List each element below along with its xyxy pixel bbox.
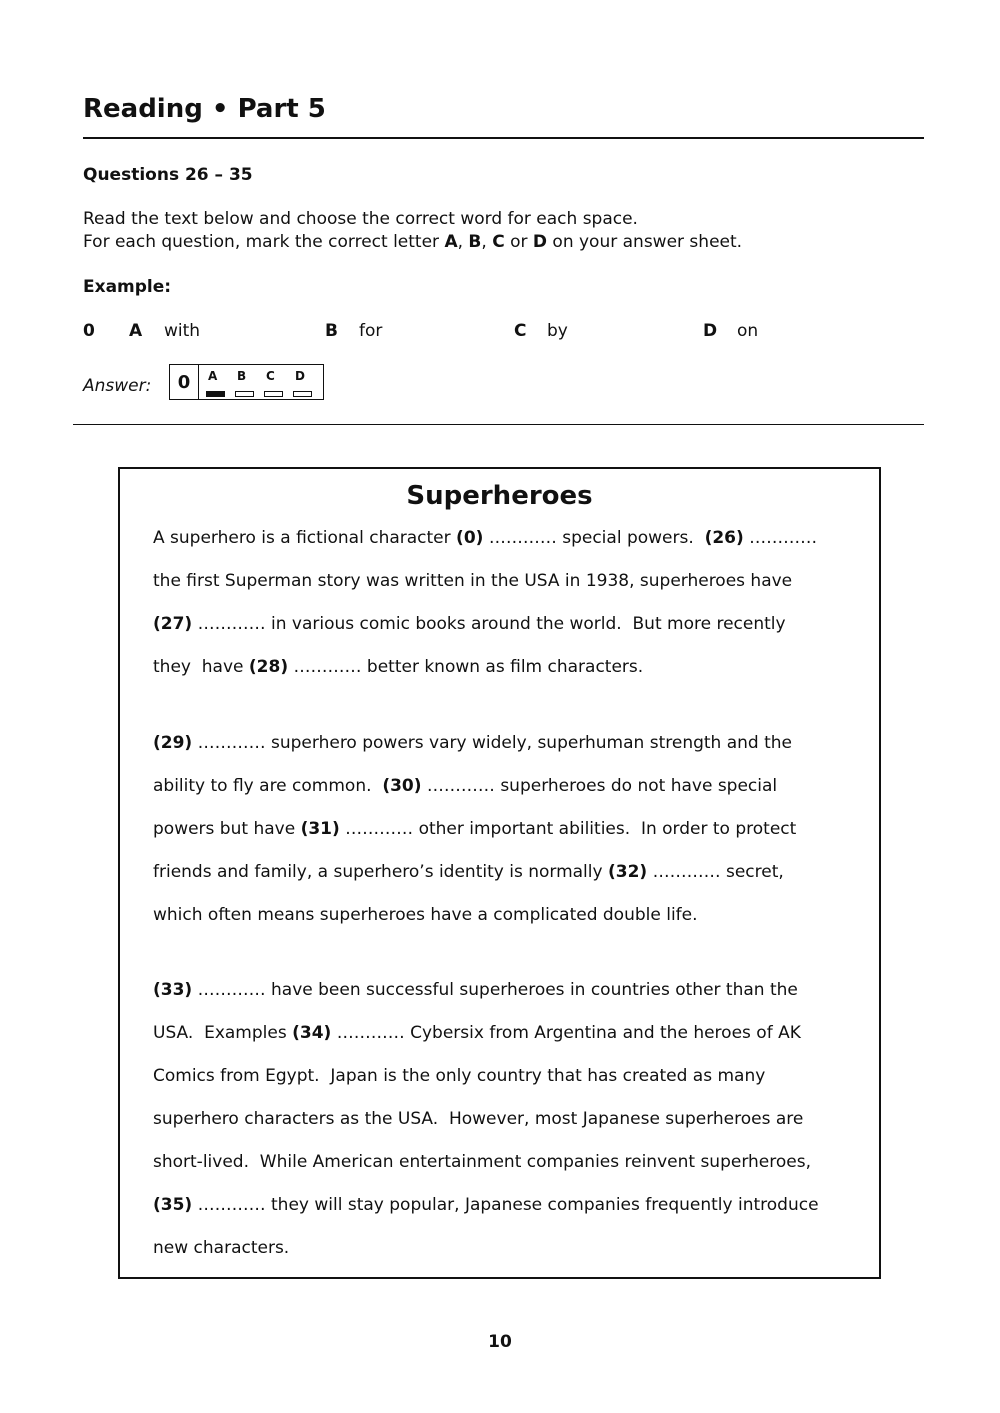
passage-line: [153, 1023, 801, 1043]
passage-text: …………: [743, 528, 818, 548]
page-title: Reading • Part 5: [83, 94, 326, 124]
passage-line: [153, 571, 792, 591]
answer-letter-b: B: [237, 369, 247, 383]
passage-line: [153, 614, 786, 634]
option-b-letter: B: [325, 321, 338, 341]
question-number: (30): [382, 776, 422, 796]
questions-range: Questions 26 – 35: [83, 165, 253, 185]
passage-text: ………… superhero powers vary widely, superhuman strength and the: [192, 733, 793, 753]
answer-letter-d: D: [295, 369, 305, 383]
passage-text: they have: [153, 657, 249, 677]
section-divider: [73, 424, 924, 425]
passage-text: short-lived. While American entertainment companies reinvent superheroes,: [153, 1152, 811, 1172]
passage-line: [153, 819, 796, 839]
answer-bubble-d[interactable]: [293, 391, 312, 397]
passage-text: which often means superheroes have a complicated double life.: [153, 905, 698, 925]
passage-text: the first Superman story was written in the USA in 1938, superheroes have: [153, 571, 793, 591]
question-number: (33): [153, 980, 193, 1000]
passage-box: [118, 467, 881, 1279]
answer-letter-a: A: [208, 369, 218, 383]
passage-text: Comics from Egypt. Japan is the only country that has created as many: [153, 1066, 766, 1086]
passage-text: USA. Examples: [153, 1023, 293, 1043]
passage-text: A superhero is a fictional character: [153, 528, 457, 548]
answer-number: 0: [170, 365, 199, 399]
passage-line: [153, 657, 643, 677]
passage-text: powers but have: [153, 819, 301, 839]
answer-label: Answer:: [83, 376, 152, 396]
question-number: (32): [607, 862, 648, 882]
option-a-letter: A: [129, 321, 143, 341]
instruction-letter-c: C: [492, 232, 505, 252]
passage-line: [153, 905, 698, 925]
passage-line: [153, 980, 798, 1000]
instruction-letter-d: D: [532, 232, 548, 252]
example-label: Example:: [83, 277, 172, 297]
question-number: (27): [153, 614, 193, 634]
option-c-word: by: [547, 321, 568, 341]
page-number: 10: [488, 1332, 512, 1352]
passage-text: ………… better known as film characters.: [288, 657, 644, 677]
instruction-separator: ,: [481, 232, 493, 252]
passage-title: Superheroes: [406, 481, 593, 511]
passage-text: friends and family, a superhero’s identity is normally: [153, 862, 608, 882]
answer-bubble-b[interactable]: [235, 391, 254, 397]
option-d-word: on: [737, 321, 759, 341]
instruction-separator: ,: [457, 232, 469, 252]
passage-text: ………… other important abilities. In order to protect: [339, 819, 797, 839]
instruction-text: on your answer sheet.: [547, 232, 743, 252]
option-d-letter: D: [703, 321, 718, 341]
passage-line: [153, 776, 777, 796]
passage-line: [153, 862, 784, 882]
passage-line: [153, 1066, 765, 1086]
passage-line: [153, 528, 817, 548]
question-number: (29): [153, 733, 193, 753]
answer-grid: [169, 364, 324, 400]
passage-text: ………… they will stay popular, Japanese companies frequently introduce: [192, 1195, 819, 1215]
passage-text: ………… secret,: [647, 862, 784, 882]
instruction-separator: or: [504, 232, 533, 252]
answer-letter-c: C: [266, 369, 275, 383]
instruction-letter-a: A: [444, 232, 458, 252]
instruction-line-2: [83, 232, 742, 252]
question-number: (35): [153, 1195, 193, 1215]
question-number: (31): [300, 819, 340, 839]
passage-text: ………… special powers.: [483, 528, 705, 548]
instruction-text: For each question, mark the correct letter: [83, 232, 445, 252]
answer-bubble-c[interactable]: [264, 391, 283, 397]
example-number: 0: [83, 321, 95, 341]
instruction-letter-b: B: [468, 232, 482, 252]
instruction-line-1: Read the text below and choose the correct word for each space.: [83, 209, 638, 229]
question-number: (26): [704, 528, 744, 548]
answer-bubble-a[interactable]: [206, 391, 225, 397]
question-number: (28): [248, 657, 289, 677]
passage-line: [153, 1109, 803, 1129]
option-b-word: for: [359, 321, 383, 341]
passage-text: ………… superheroes do not have special: [421, 776, 778, 796]
passage-text: ………… in various comic books around the world. But more recently: [192, 614, 786, 634]
title-divider: [83, 137, 924, 139]
passage-line: [153, 1238, 289, 1258]
option-a-word: with: [164, 321, 201, 341]
passage-line: [153, 1152, 811, 1172]
passage-line: [153, 733, 792, 753]
question-number: (0): [456, 528, 484, 548]
question-number: (34): [292, 1023, 332, 1043]
passage-text: ability to fly are common.: [153, 776, 383, 796]
passage-text: new characters.: [153, 1238, 290, 1258]
option-c-letter: C: [514, 321, 527, 341]
passage-text: ………… Cybersix from Argentina and the heroes of AK: [331, 1023, 801, 1043]
passage-text: ………… have been successful superheroes in countries other than the: [192, 980, 798, 1000]
passage-line: [153, 1195, 819, 1215]
passage-text: superhero characters as the USA. However, most Japanese superheroes are: [153, 1109, 804, 1129]
